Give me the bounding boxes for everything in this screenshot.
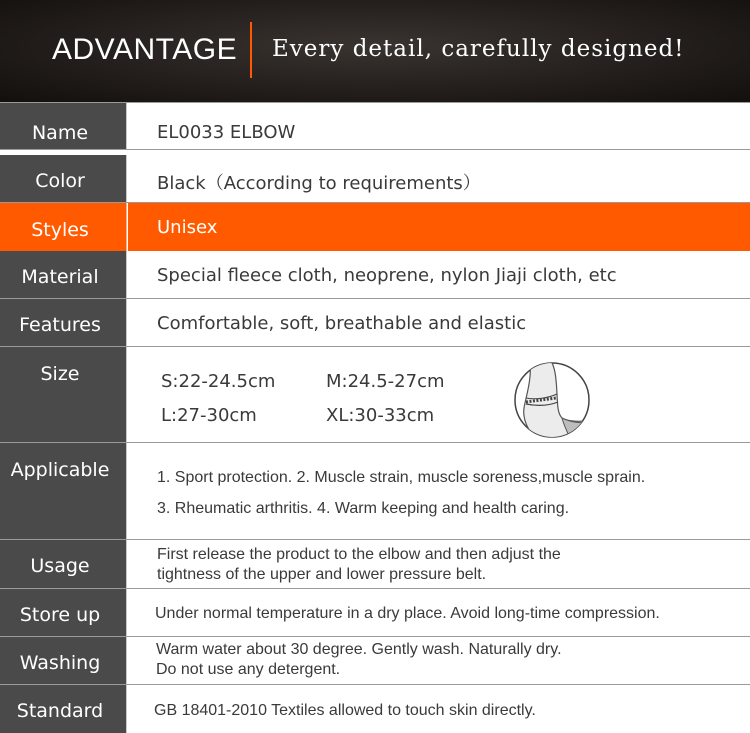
label-cell bbox=[0, 299, 127, 346]
row-store bbox=[0, 589, 750, 637]
label-cell bbox=[0, 540, 127, 588]
row-material bbox=[0, 251, 750, 299]
size-xl: XL:30-33cm bbox=[326, 405, 435, 426]
header-tagline: Every detail, carefully designed! bbox=[272, 36, 685, 62]
row-label: Styles bbox=[31, 219, 89, 241]
value-cell bbox=[128, 443, 750, 539]
store-value: Under normal temperature in a dry place. Avoid long-time compression. bbox=[155, 605, 660, 622]
row-applicable bbox=[0, 443, 750, 540]
washing-line-2: Do not use any detergent. bbox=[156, 661, 341, 678]
standard-value: GB 18401-2010 Textiles allowed to touch skin directly. bbox=[154, 702, 536, 719]
value-cell bbox=[128, 203, 750, 251]
row-washing bbox=[0, 637, 750, 685]
value-cell bbox=[128, 589, 750, 636]
row-name bbox=[0, 102, 750, 150]
row-size bbox=[0, 347, 750, 443]
label-cell bbox=[0, 443, 127, 539]
row-label: Features bbox=[19, 314, 101, 336]
label-cell bbox=[0, 155, 127, 202]
header-title: ADVANTAGE bbox=[52, 33, 238, 66]
value-cell bbox=[128, 637, 750, 684]
row-label: Name bbox=[31, 122, 89, 144]
row-label: Store up bbox=[19, 604, 101, 626]
applicable-line-1: 1. Sport protection. 2. Muscle strain, muscle soreness,muscle sprain. bbox=[157, 469, 646, 486]
value-cell bbox=[128, 251, 750, 298]
label-cell bbox=[0, 103, 127, 149]
usage-line-1: First release the product to the elbow and then adjust the bbox=[157, 546, 561, 563]
label-cell bbox=[0, 347, 127, 442]
label-cell bbox=[0, 589, 127, 636]
row-label: Standard bbox=[16, 700, 104, 722]
elbow-sleeve-diagram-icon bbox=[512, 362, 592, 440]
applicable-line-2: 3. Rheumatic arthritis. 4. Warm keeping and health caring. bbox=[157, 500, 570, 517]
row-label: Color bbox=[35, 170, 85, 192]
row-value: Unisex bbox=[157, 217, 218, 238]
label-cell bbox=[0, 637, 127, 684]
label-cell bbox=[0, 251, 127, 298]
label-cell bbox=[0, 203, 127, 251]
header-divider bbox=[250, 22, 252, 78]
row-value: Comfortable, soft, breathable and elastic bbox=[157, 313, 527, 334]
header-banner bbox=[0, 0, 750, 102]
row-label: Applicable bbox=[10, 459, 110, 481]
size-m: M:24.5-27cm bbox=[326, 371, 445, 392]
row-usage bbox=[0, 540, 750, 589]
row-label: Material bbox=[21, 266, 99, 288]
row-label: Size bbox=[40, 363, 80, 385]
size-s: S:22-24.5cm bbox=[161, 371, 276, 392]
usage-line-2: tightness of the upper and lower pressure belt. bbox=[157, 566, 487, 583]
row-value: Black（According to requirements） bbox=[157, 173, 481, 194]
label-cell bbox=[0, 685, 127, 733]
value-cell bbox=[128, 540, 750, 588]
row-features bbox=[0, 299, 750, 347]
value-cell bbox=[128, 347, 750, 442]
value-cell bbox=[128, 155, 750, 202]
value-cell bbox=[128, 103, 750, 149]
row-label: Washing bbox=[19, 652, 101, 674]
row-standard bbox=[0, 685, 750, 733]
value-cell bbox=[128, 685, 750, 733]
row-color bbox=[0, 155, 750, 203]
row-value: Special fleece cloth, neoprene, nylon Jiaji cloth, etc bbox=[157, 265, 617, 286]
size-l: L:27-30cm bbox=[161, 405, 257, 426]
row-label: Usage bbox=[30, 555, 90, 577]
washing-line-1: Warm water about 30 degree. Gently wash. Naturally dry. bbox=[156, 641, 562, 658]
row-styles bbox=[0, 203, 750, 251]
value-cell bbox=[128, 299, 750, 346]
row-value: EL0033 ELBOW bbox=[157, 122, 296, 143]
